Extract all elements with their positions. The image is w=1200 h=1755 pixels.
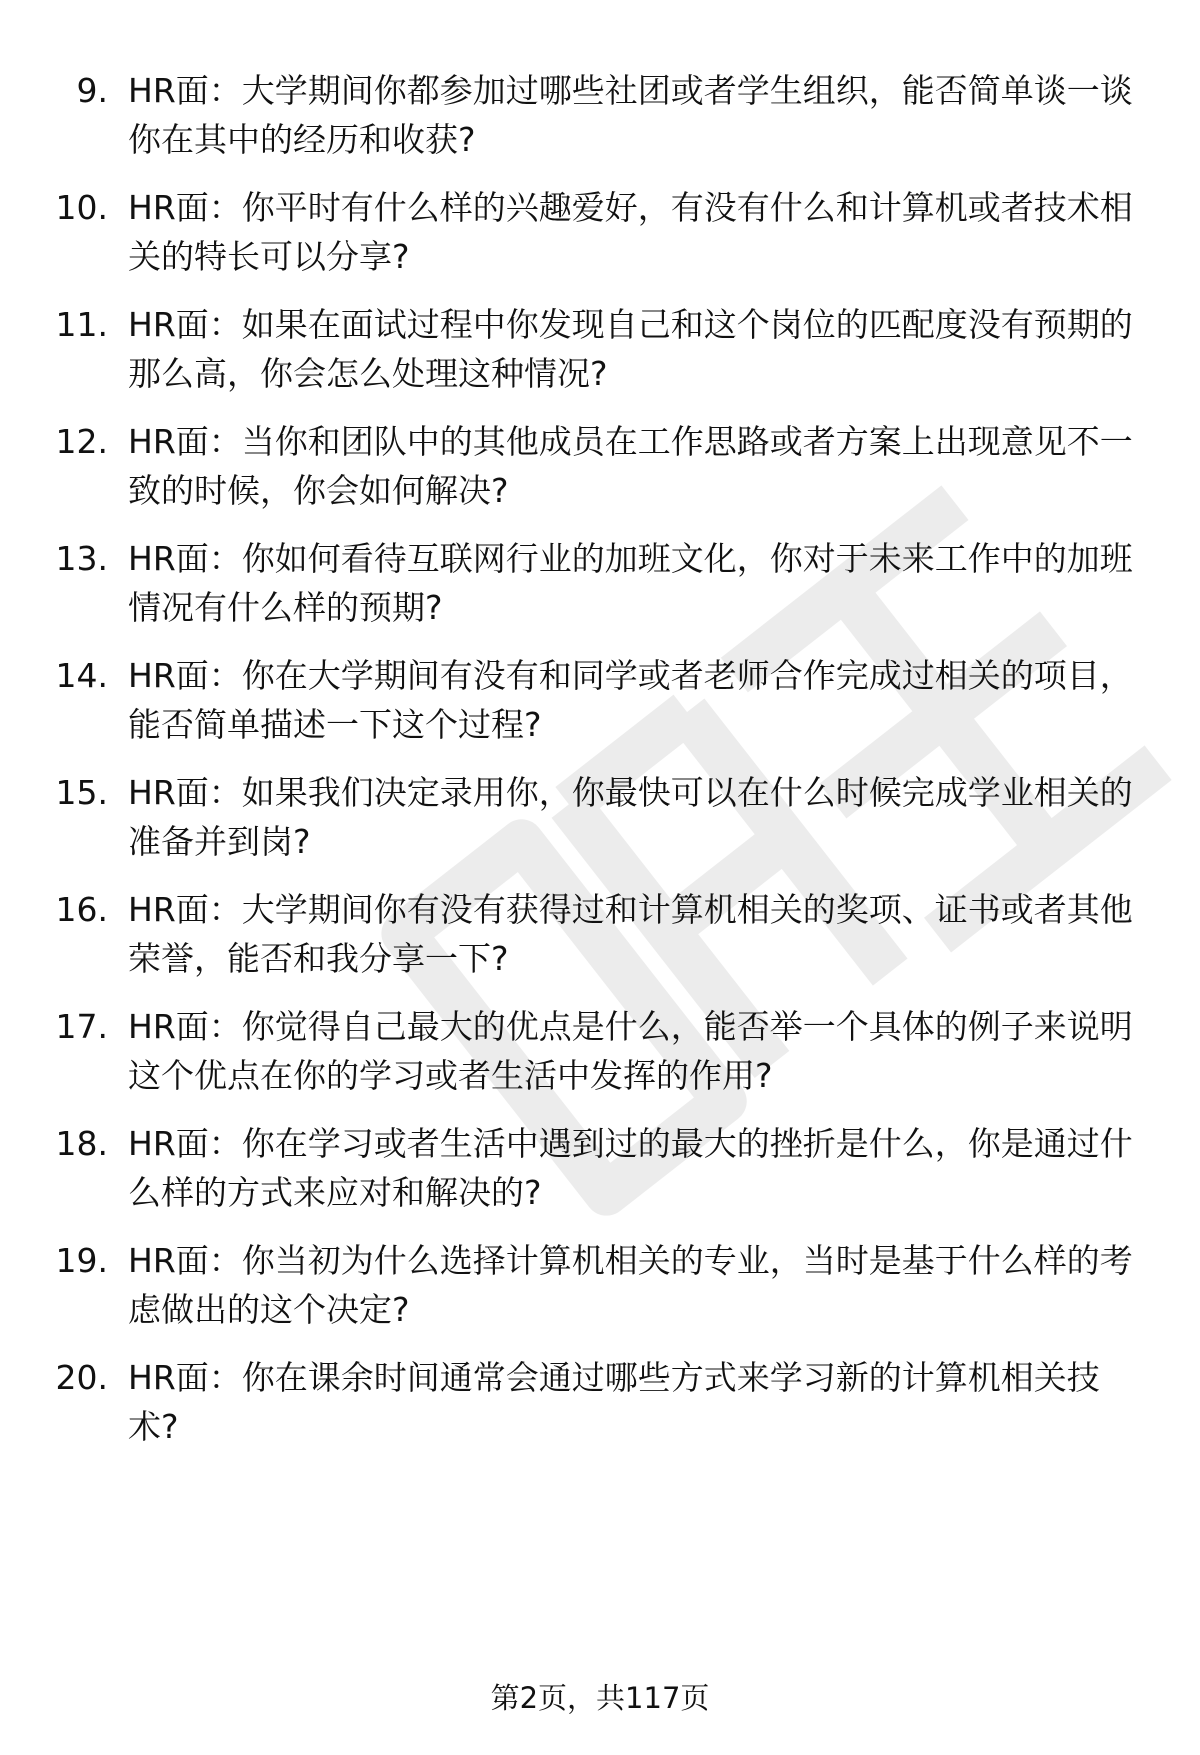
question-number: 9. <box>76 71 108 110</box>
question-text: HR面：你在大学期间有没有和同学或者老师合作完成过相关的项目，能否简单描述一下这个过程? <box>128 656 1133 744</box>
question-number: 10. <box>55 188 108 227</box>
question-item <box>0 165 1200 282</box>
question-number: 14. <box>55 656 108 695</box>
question-number: 15. <box>55 773 108 812</box>
question-text: HR面：你如何看待互联网行业的加班文化，你对于未来工作中的加班情况有什么样的预期? <box>128 539 1133 627</box>
question-text: HR面：你觉得自己最大的优点是什么，能否举一个具体的例子来说明这个优点在你的学习或者生活中发挥的作用? <box>128 1007 1133 1095</box>
question-number: 16. <box>55 890 108 929</box>
question-text: HR面：当你和团队中的其他成员在工作思路或者方案上出现意见不一致的时候，你会如何解决? <box>128 422 1133 510</box>
question-number: 12. <box>55 422 108 461</box>
question-item <box>0 399 1200 516</box>
question-item <box>0 282 1200 399</box>
question-number: 20. <box>55 1358 108 1397</box>
question-text: HR面：大学期间你都参加过哪些社团或者学生组织，能否简单谈一谈你在其中的经历和收获? <box>128 71 1133 159</box>
question-text: HR面：你在课余时间通常会通过哪些方式来学习新的计算机相关技术? <box>128 1358 1100 1446</box>
question-number: 13. <box>55 539 108 578</box>
question-text: HR面：如果在面试过程中你发现自己和这个岗位的匹配度没有预期的那么高，你会怎么处理这种情况? <box>128 305 1133 393</box>
question-list <box>0 48 1200 1452</box>
question-item <box>0 1101 1200 1218</box>
question-item <box>0 750 1200 867</box>
question-item <box>0 867 1200 984</box>
question-item <box>0 1218 1200 1335</box>
question-number: 17. <box>55 1007 108 1046</box>
question-text: HR面：如果我们决定录用你，你最快可以在什么时候完成学业相关的准备并到岗? <box>128 773 1133 861</box>
question-text: HR面：你平时有什么样的兴趣爱好，有没有什么和计算机或者技术相关的特长可以分享? <box>128 188 1133 276</box>
question-item <box>0 633 1200 750</box>
question-item <box>0 516 1200 633</box>
question-text: HR面：大学期间你有没有获得过和计算机相关的奖项、证书或者其他荣誉，能否和我分享一下? <box>128 890 1133 978</box>
question-number: 18. <box>55 1124 108 1163</box>
question-text: HR面：你在学习或者生活中遇到过的最大的挫折是什么，你是通过什么样的方式来应对和解决的? <box>128 1124 1133 1212</box>
question-number: 19. <box>55 1241 108 1280</box>
page-number-footer: 第2页，共117页 <box>490 1681 710 1715</box>
question-item <box>0 1335 1200 1452</box>
question-text: HR面：你当初为什么选择计算机相关的专业，当时是基于什么样的考虑做出的这个决定? <box>128 1241 1133 1329</box>
question-item <box>0 984 1200 1101</box>
question-item <box>0 48 1200 165</box>
question-number: 11. <box>55 305 108 344</box>
